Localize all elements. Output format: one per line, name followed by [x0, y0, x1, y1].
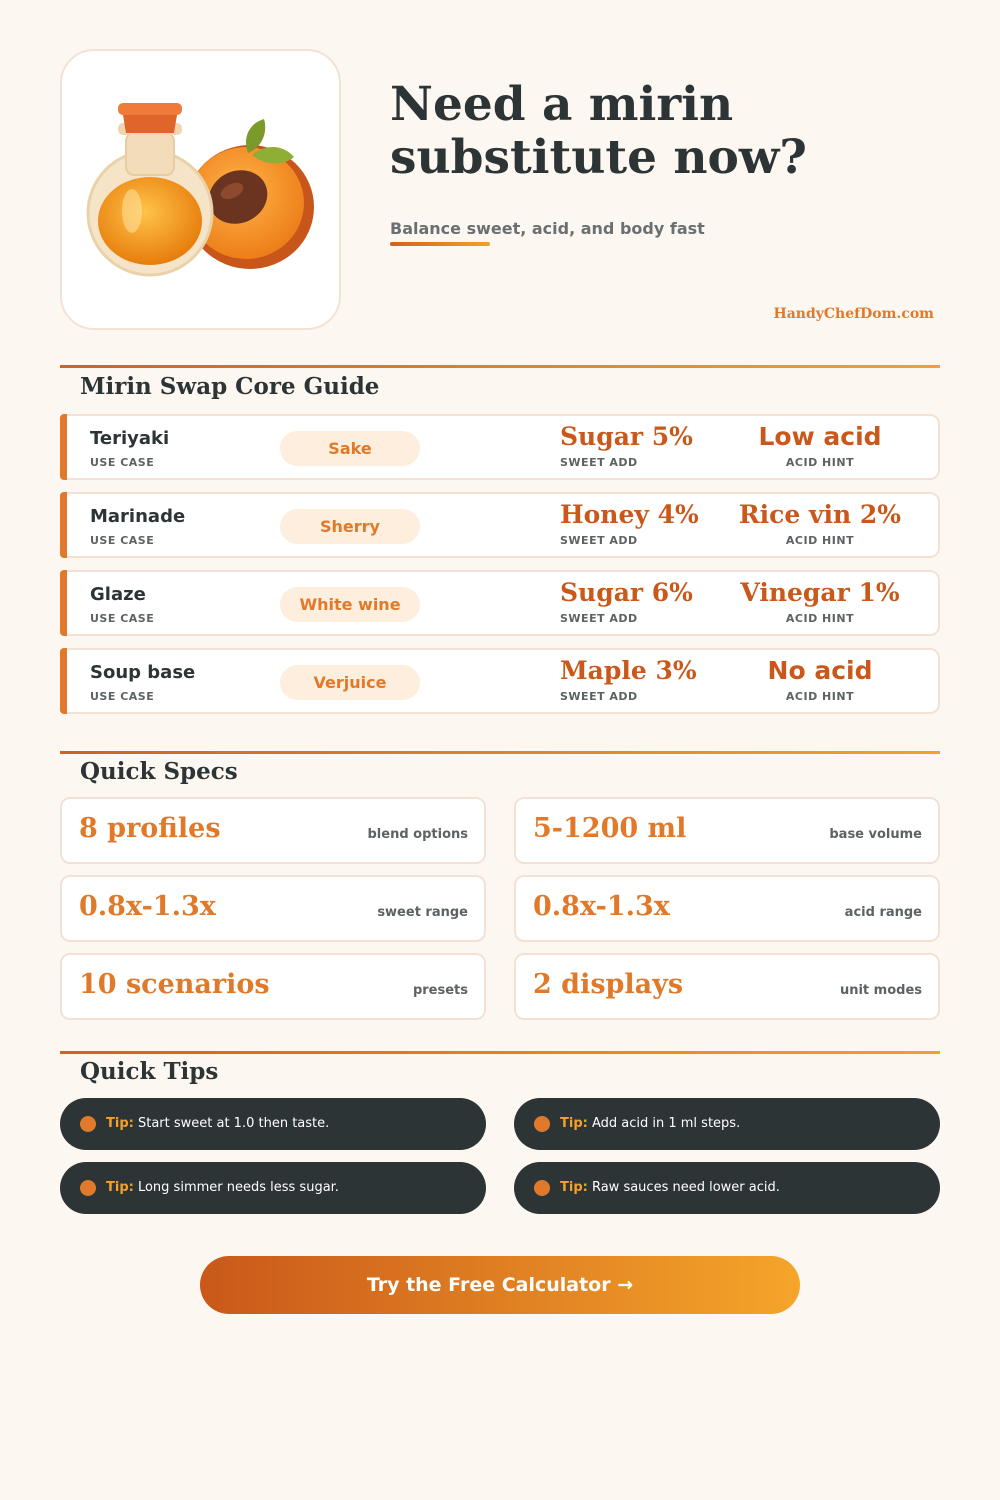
spec-value: 0.8x-1.3x — [79, 891, 216, 922]
guide-row — [60, 648, 940, 714]
sweet-add-label: SWEET ADD — [560, 690, 638, 703]
spec-card — [514, 875, 940, 942]
tip-card — [60, 1162, 486, 1214]
guide-section-title: Mirin Swap Core Guide — [80, 373, 380, 400]
use-case-name: Soup base — [90, 662, 196, 683]
spec-label: presets — [412, 983, 468, 998]
tip-text: Start sweet at 1.0 then taste. — [137, 1116, 330, 1131]
use-case-name: Glaze — [90, 584, 146, 605]
row-accent-bar — [60, 570, 67, 636]
guide-row — [60, 492, 940, 558]
acid-hint-label: ACID HINT — [785, 456, 855, 469]
spec-card — [60, 953, 486, 1020]
spec-value: 8 profiles — [79, 813, 221, 844]
use-case-name: Marinade — [90, 506, 186, 527]
specs-section-title: Quick Specs — [80, 758, 238, 785]
guide-row — [60, 570, 940, 636]
acid-hint-label: ACID HINT — [785, 690, 855, 703]
acid-hint-label: ACID HINT — [785, 534, 855, 547]
section-divider — [60, 365, 940, 368]
spec-value: 5-1200 ml — [533, 813, 687, 844]
acid-hint-value: No acid — [767, 656, 873, 685]
row-accent-bar — [60, 492, 67, 558]
sweet-add-value: Honey 4% — [560, 500, 699, 529]
tip-card — [514, 1162, 940, 1214]
tip-prefix: Tip: — [106, 1180, 134, 1195]
page-subtitle: Balance sweet, acid, and body fast — [390, 219, 705, 238]
spec-label: base volume — [829, 827, 922, 842]
substitute-pill: Sake — [280, 431, 420, 466]
use-case-label: USE CASE — [90, 456, 155, 469]
tips-section-title: Quick Tips — [80, 1058, 219, 1085]
acid-hint-value: Low acid — [758, 422, 882, 451]
use-case-label: USE CASE — [90, 534, 155, 547]
bullet-dot-icon — [80, 1180, 96, 1196]
spec-label: acid range — [844, 905, 922, 920]
sweet-add-value: Sugar 5% — [560, 422, 693, 451]
use-case-label: USE CASE — [90, 690, 155, 703]
sweet-add-value: Maple 3% — [560, 656, 697, 685]
spec-label: sweet range — [377, 905, 468, 920]
acid-hint-value: Rice vin 2% — [738, 500, 902, 529]
spec-card — [60, 797, 486, 864]
bullet-dot-icon — [534, 1116, 550, 1132]
tip-prefix: Tip: — [560, 1180, 588, 1195]
section-divider — [60, 751, 940, 754]
substitute-pill: Verjuice — [280, 665, 420, 700]
subtitle-underline — [390, 242, 490, 246]
bullet-dot-icon — [534, 1180, 550, 1196]
brand-link[interactable]: HandyChefDom.com — [773, 306, 934, 322]
tip-card — [514, 1098, 940, 1150]
tip-text: Raw sauces need lower acid. — [591, 1180, 780, 1195]
acid-hint-label: ACID HINT — [785, 612, 855, 625]
row-accent-bar — [60, 648, 67, 714]
tip-card — [60, 1098, 486, 1150]
sweet-add-label: SWEET ADD — [560, 612, 638, 625]
mirin-bottle-icon — [88, 103, 212, 275]
page-title: Need a mirin substitute now? — [390, 77, 807, 185]
tip-prefix: Tip: — [106, 1116, 134, 1131]
substitute-pill: Sherry — [280, 509, 420, 544]
tip-text: Long simmer needs less sugar. — [137, 1180, 339, 1195]
spec-value: 2 displays — [533, 969, 684, 1000]
spec-value: 0.8x-1.3x — [533, 891, 670, 922]
spec-label: blend options — [367, 827, 468, 842]
hero-illustration-card — [60, 49, 341, 330]
spec-value: 10 scenarios — [79, 969, 270, 1000]
tip-text: Add acid in 1 ml steps. — [591, 1116, 741, 1131]
acid-hint-value: Vinegar 1% — [740, 578, 900, 607]
tip-prefix: Tip: — [560, 1116, 588, 1131]
spec-card — [514, 953, 940, 1020]
spec-card — [514, 797, 940, 864]
spec-label: unit modes — [839, 983, 922, 998]
sweet-add-label: SWEET ADD — [560, 456, 638, 469]
sweet-add-value: Sugar 6% — [560, 578, 693, 607]
substitute-pill: White wine — [280, 587, 420, 622]
use-case-name: Teriyaki — [90, 428, 170, 449]
guide-row — [60, 414, 940, 480]
spec-card — [60, 875, 486, 942]
bullet-dot-icon — [80, 1116, 96, 1132]
free-calculator-button[interactable]: Try the Free Calculator → — [200, 1256, 800, 1314]
row-accent-bar — [60, 414, 67, 480]
use-case-label: USE CASE — [90, 612, 155, 625]
sweet-add-label: SWEET ADD — [560, 534, 638, 547]
section-divider — [60, 1051, 940, 1054]
